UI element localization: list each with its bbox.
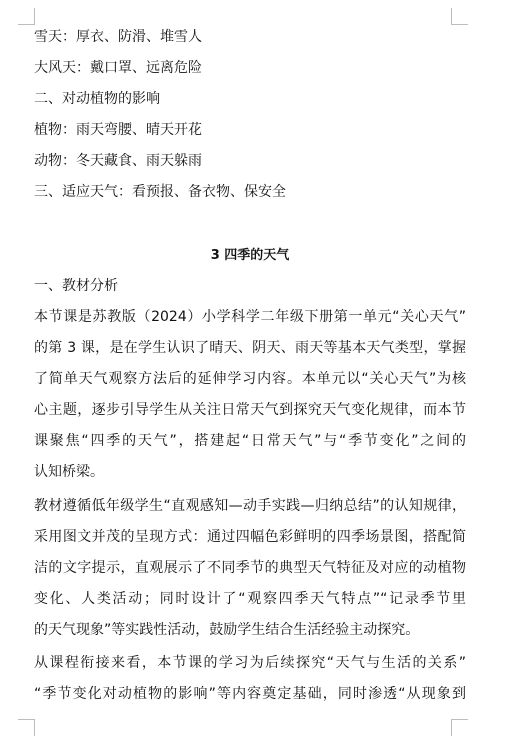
paragraph-line: 采用图文并茂的呈现方式：通过四幅色彩鲜明的四季场景图，搭配简 [34, 529, 466, 545]
list-item: 大风天：戴口罩、远离危险 [34, 60, 202, 76]
paragraph-line: 本节课是苏教版（2024）小学科学二年级下册第一单元“关心天气” [34, 309, 466, 325]
lesson-title: 3 四季的天气 [210, 248, 290, 263]
paragraph-line: 课聚焦“四季的天气”，搭建起“日常天气”与“季节变化”之间的 [34, 433, 466, 449]
crop-mark-top-right [451, 8, 468, 25]
section-heading: 二、对动植物的影响 [34, 91, 160, 107]
paragraph-line: 认知桥梁。 [34, 464, 104, 480]
paragraph-line: 变化、人类活动；同时设计了“观察四季天气特点”“记录季节里 [34, 591, 466, 607]
section-heading: 三、适应天气：看预报、备衣物、保安全 [34, 184, 286, 200]
paragraph-line: 的第 3 课，是在学生认识了晴天、阴天、雨天等基本天气类型，掌握 [34, 340, 466, 356]
list-item: 雪天：厚衣、防滑、堆雪人 [34, 29, 202, 45]
crop-mark-bottom-left [18, 719, 35, 736]
paragraph-line: 洁的文字提示，直观展示了不同季节的典型天气特征及对应的动植物 [34, 560, 466, 576]
paragraph-line: 了简单天气观察方法后的延伸学习内容。本单元以“关心天气”为核 [34, 371, 466, 387]
paragraph-line: 教材遵循低年级学生“直观感知—动手实践—归纳总结”的认知规律， [34, 498, 466, 514]
crop-mark-top-left [18, 8, 35, 25]
section-heading: 一、教材分析 [34, 278, 118, 294]
list-item: 动物：冬天藏食、雨天躲雨 [34, 153, 202, 169]
paragraph-line: 心主题，逐步引导学生从关注日常天气到探究天气变化规律，而本节 [34, 402, 466, 418]
list-item: 植物：雨天弯腰、晴天开花 [34, 122, 202, 138]
paragraph-line: 从课程衔接来看，本节课的学习为后续探究“天气与生活的关系” [34, 655, 466, 671]
paragraph-line: “季节变化对动植物的影响”等内容奠定基础，同时渗透“从现象到 [34, 686, 466, 702]
crop-mark-bottom-right [451, 719, 468, 736]
paragraph-line: 的天气现象”等实践性活动，鼓励学生结合生活经验主动探究。 [34, 622, 420, 638]
